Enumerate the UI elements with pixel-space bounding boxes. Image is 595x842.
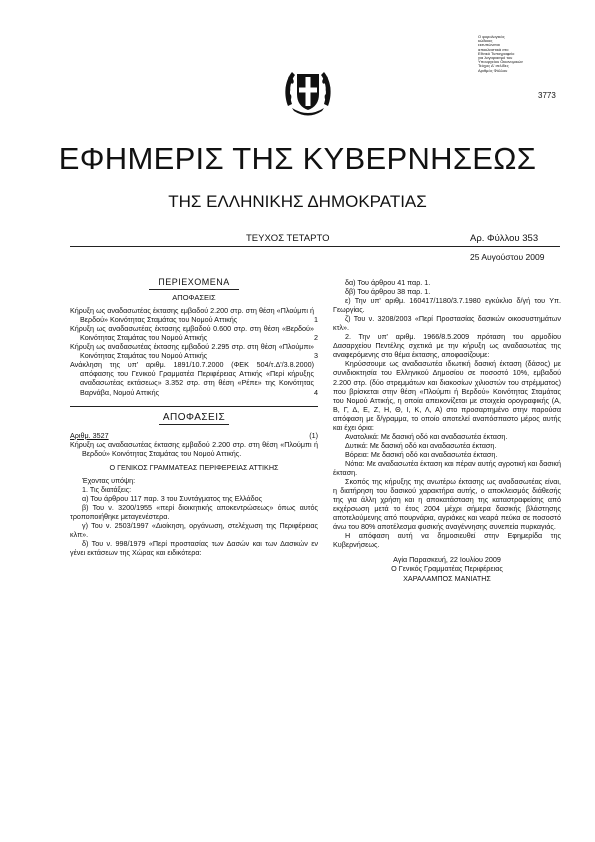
signature-role: Ο Γενικός Γραμματέας Περιφέρειας: [391, 564, 503, 574]
gazette-subtitle: ΤΗΣ ΕΛΛΗΝΙΚΗΣ ΔΗΜΟΚΡΑΤΙΑΣ: [168, 192, 427, 211]
decision-title: Κήρυξη ως αναδασωτέας έκτασης εμβαδού 2.200 στρ. στη θέση «Πλούμπι ή Βερδού» Κοινότητας Σταμάτας του Νομού Αττικής.: [70, 439, 318, 458]
page-number: 3773: [538, 91, 556, 100]
contents-heading: ΠΕΡΙΕΧΟΜΕΝΑ: [158, 277, 230, 287]
toc-item-text: Κήρυξη ως αναδασωτέας έκτασης εμβαδού 2.200 στρ. στη θέση «Πλούμπι ή Βερδού» Κοινότητας Σταμάτας του Νομού Αττικής: [70, 306, 314, 325]
decision-authority: Ο ΓΕΝΙΚΟΣ ΓΡΑΜΜΑΤΕΑΣ ΠΕΡΙΦΕΡΕΙΑΣ ΑΤΤΙΚΗΣ: [109, 462, 279, 472]
boundary-west: Δυτικά: Με δασική οδό και αναδασωτέα έκταση.: [345, 440, 497, 450]
toc-item-page: 2: [314, 333, 318, 343]
signature-place-date: Αγία Παρασκευή, 22 Ιουλίου 2009: [393, 555, 501, 565]
note-line: για λογαριασμό του: [478, 55, 513, 61]
clause: β) Του ν. 3200/1955 «περί διοικητικής αποκεντρώσεως» όπως αυτός τροποποιήθηκε μεταγενέστερα.: [70, 502, 318, 521]
right-column: [333, 278, 561, 583]
note-line: αποκλειστικά στο: [478, 46, 509, 52]
decisions-rule: [159, 424, 229, 425]
toc-item-text: Ανάκληση της υπ' αριθμ. 1891/10.7.2000 (ΦΕΚ 504/τ.Δ'/3.8.2000) απόφασης του Γενικού Γραμματέα Περιφέρειας Αττικής «Περί κήρυξης αναδασωτέας εκτάσεως» 3.352 στρ. στη θέση «Ρέπε» της Κοινότητας Βαρνάβα, Νομού Αττικής: [70, 360, 314, 397]
note-line: κώδικας: [478, 38, 493, 44]
sheet-number: Αρ. Φύλλου 353: [470, 233, 539, 244]
signature-name: ΧΑΡΑΛΑΜΠΟΣ ΜΑΝΙΑΤΗΣ: [403, 573, 491, 583]
decision-ref: (1): [309, 430, 318, 440]
boundary-east: Ανατολικά: Με δασική οδό και αναδασωτέα έκταση.: [345, 431, 508, 441]
coat-of-arms-icon: [282, 62, 334, 120]
decisions-heading: ΑΠΟΦΑΣΕΙΣ: [162, 411, 226, 423]
decision-number: Αριθμ. 3527: [70, 430, 109, 440]
toc-item[interactable]: [70, 342, 318, 360]
toc-item[interactable]: [70, 324, 318, 342]
note-line: Εθνικό Τυπογραφείο: [478, 50, 515, 56]
clause: δ) Του ν. 998/1979 «Περί προστασίας των Δασών και των Δασικών εν γένει εκτάσεων της Χώρας και ειδικότερα:: [70, 539, 318, 558]
clause: α) Του άρθρου 117 παρ. 3 του Συντάγματος της Ελλάδος: [82, 493, 263, 503]
note-line: Τεύχος Δ' σελίδες: [478, 63, 509, 69]
clause: γ) Του ν. 2503/1997 «Διοίκηση, οργάνωση, στελέχωση της Περιφέρειας κλπ».: [70, 521, 318, 540]
toc-item[interactable]: [70, 306, 318, 324]
considering-label: Έχοντας υπόψη:: [82, 475, 136, 485]
issue-date: 25 Αυγούστου 2009: [470, 252, 545, 262]
note-line: εκτυπώνεται: [478, 42, 500, 48]
toc-item-text: Κήρυξη ως αναδασωτέας έκτασης εμβαδού 2.295 στρ. στη θέση «Πλούμπι» Κοινότητας Σταμάτας του Νομού Αττικής: [70, 342, 314, 361]
boundary-north: Βόρεια: Με δασική οδό και αναδασωτέα έκταση.: [345, 449, 498, 459]
publish-order: Η απόφαση αυτή να δημοσιευθεί στην Εφημερίδα της Κυβερνήσεως.: [333, 531, 561, 550]
contents-subheading: ΑΠΟΦΑΣΕΙΣ: [172, 293, 216, 303]
toc-item-text: Κήρυξη ως αναδασωτέας έκτασης εμβαδού 0.600 στρ. στη θέση «Βερδού» Κοινότητας Σταμάτας του Νομού Αττικής: [70, 324, 314, 343]
clause: 1. Τις διατάξεις:: [82, 484, 132, 494]
clause: ζ) Του ν. 3208/2003 «Περί Προστασίας δασικών οικοσυστημάτων κτλ».: [333, 314, 561, 333]
toc-item-page: 3: [314, 351, 318, 361]
note-line: Υπουργείου Οικονομικών: [478, 59, 523, 65]
header-note: [478, 35, 538, 73]
gazette-title: ΕΦΗΜΕΡΙΣ ΤΗΣ ΚΥΒΕΡΝΗΣΕΩΣ: [58, 141, 537, 176]
clause: δα) Του άρθρου 41 παρ. 1.: [345, 278, 431, 287]
decision-purpose: Σκοπός της κήρυξης της ανωτέρω έκτασης ως αναδασωτέας είναι, η διατήρηση του δασικού χαρακτήρα αυτής, ο αποκλεισμός διάθεσής της για άλλη χρήση και η αποκατάσταση της καταστραφείσης από εκχέρσωση μετά το έτος 2004 μέχρι σήμερα δασικής βλάστησης αποτελούμενης από πουρνάρια, αγριάκες και νεαρά πεύκα σε ποσοστό άνω του 80% αποτέλεσμα φυσικής αναγέννησης συνεπεία πυρκαγιάς.: [333, 477, 561, 532]
boundary-south: Νότια: Με αναδασωτέα έκταση και πέραν αυτής αγροτική και δασική έκταση.: [333, 458, 561, 477]
note-line: Ο φορολογικός: [478, 34, 505, 39]
clause: 2. Την υπ' αριθμ. 1966/8.5.2009 πρόταση του αρμοδίου Δασαρχείου Πεντέλης σχετικά με την κήρυξη ως αναδασωτέας της αναφερόμενης στο θέμα έκτασης, αποφασίζουμε:: [333, 332, 561, 360]
clause: δβ) Του άρθρου 38 παρ. 1.: [345, 287, 431, 297]
note-line: Αριθμός Φύλλου: [478, 67, 508, 73]
decision-body: Κηρύσσουμε ως αναδασωτέα ιδιωτική δασική έκταση (δάσος) με συνιδιοκτησία του Ελληνικού Δημοσίου σε ποσοστό 10%, εμβαδού 2.200 στρ. (δύο στρεμμάτων και διακοσίων χιλιοστών του στρέμματος) που βρίσκεται στην θέση «Πλούμπι ή Βερδού» Κοινότητας Σταμάτας του Νομού Αττικής, η οποία απεικονίζεται με στοιχεία ορογραφικής (Α, Β, Γ, Δ, Ε, Ζ, Η, Θ, Ι, Κ, Λ, Α) στο προσαρτημένο στην παρούσα απόφαση με δ/γραμμα, το οποίο αποτελεί αναπόσπαστο μέρος αυτής και έχει όρια:: [333, 359, 561, 432]
header-rule: [70, 246, 560, 247]
issue-label: ΤΕΥΧΟΣ ΤΕΤΑΡΤΟ: [246, 233, 330, 244]
section-rule: [70, 406, 318, 407]
clause: ε) Την υπ' αριθμ. 160417/1180/3.7.1980 εγκύκλιο δ/γή του Υπ. Γεωργίας.: [333, 296, 561, 315]
toc-item-page: 1: [314, 315, 318, 325]
toc-item[interactable]: [70, 360, 318, 396]
decision-number-row: [70, 431, 318, 440]
contents-rule: [149, 289, 239, 290]
left-column: [70, 278, 318, 557]
toc-item-page: 4: [314, 387, 318, 397]
